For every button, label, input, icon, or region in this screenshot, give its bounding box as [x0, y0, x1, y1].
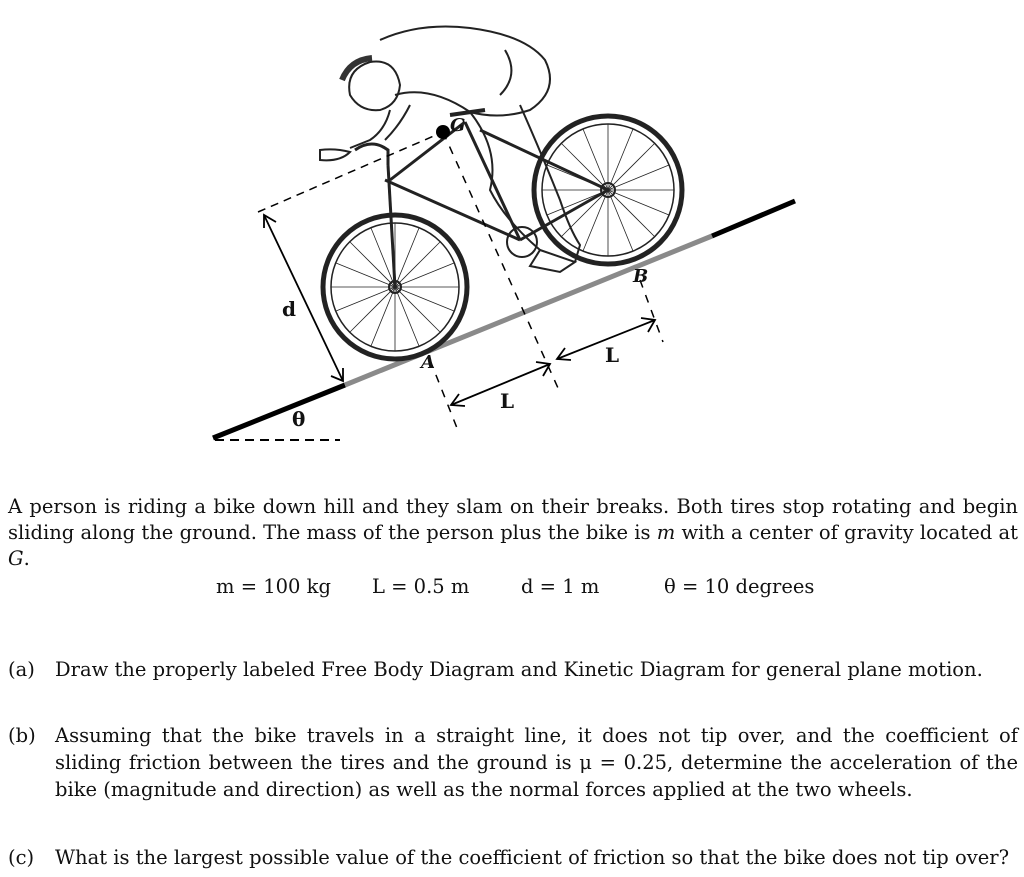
label-L-2: L	[605, 343, 620, 367]
param-length: L = 0.5 m	[372, 575, 470, 598]
question-label: (c)	[8, 846, 35, 869]
label-G: G	[450, 115, 466, 136]
g-symbol: G	[8, 547, 24, 570]
question-text: Draw the properly labeled Free Body Diagram and Kinetic Diagram for general plane motion.	[55, 658, 983, 681]
incline-lower	[213, 385, 345, 438]
incline-ground	[345, 236, 712, 385]
incline-upper	[712, 201, 795, 236]
question-text: What is the largest possible value of the coefficient of friction so that the bike does not tip over?	[55, 846, 1010, 869]
b-perpendicular-dashed-line	[640, 280, 663, 342]
label-B: B	[633, 266, 649, 287]
question-c	[8, 844, 1018, 871]
question-b	[8, 722, 1018, 803]
question-a	[8, 656, 1018, 683]
question-text: Assuming that the bike travels in a straight line, it does not tip over, and the coefficient of sliding friction between the tires and the ground is μ = 0.25, determine the acceleration of the bike (magnitude and direction) as well as the normal forces applied at the two wheels.	[55, 724, 1018, 801]
label-L-1: L	[500, 389, 515, 413]
label-d: d	[282, 297, 296, 321]
problem-intro: A person is riding a bike down hill and they slam on their breaks. Both tires stop rotating and begin sliding along the ground. The mass of the person plus the bike is m with a center of gravity located at G.	[8, 495, 1018, 570]
param-d: d = 1 m	[521, 575, 600, 598]
param-theta: θ = 10 degrees	[664, 575, 815, 598]
d-dimension-arrow	[264, 215, 343, 381]
label-theta: θ	[292, 407, 306, 431]
question-label: (a)	[8, 658, 35, 681]
mass-symbol: m	[656, 521, 676, 544]
param-mass: m = 100 kg	[216, 575, 331, 598]
question-label: (b)	[8, 724, 36, 747]
label-A: A	[421, 352, 435, 373]
g-reference-dashed-line	[258, 132, 443, 212]
